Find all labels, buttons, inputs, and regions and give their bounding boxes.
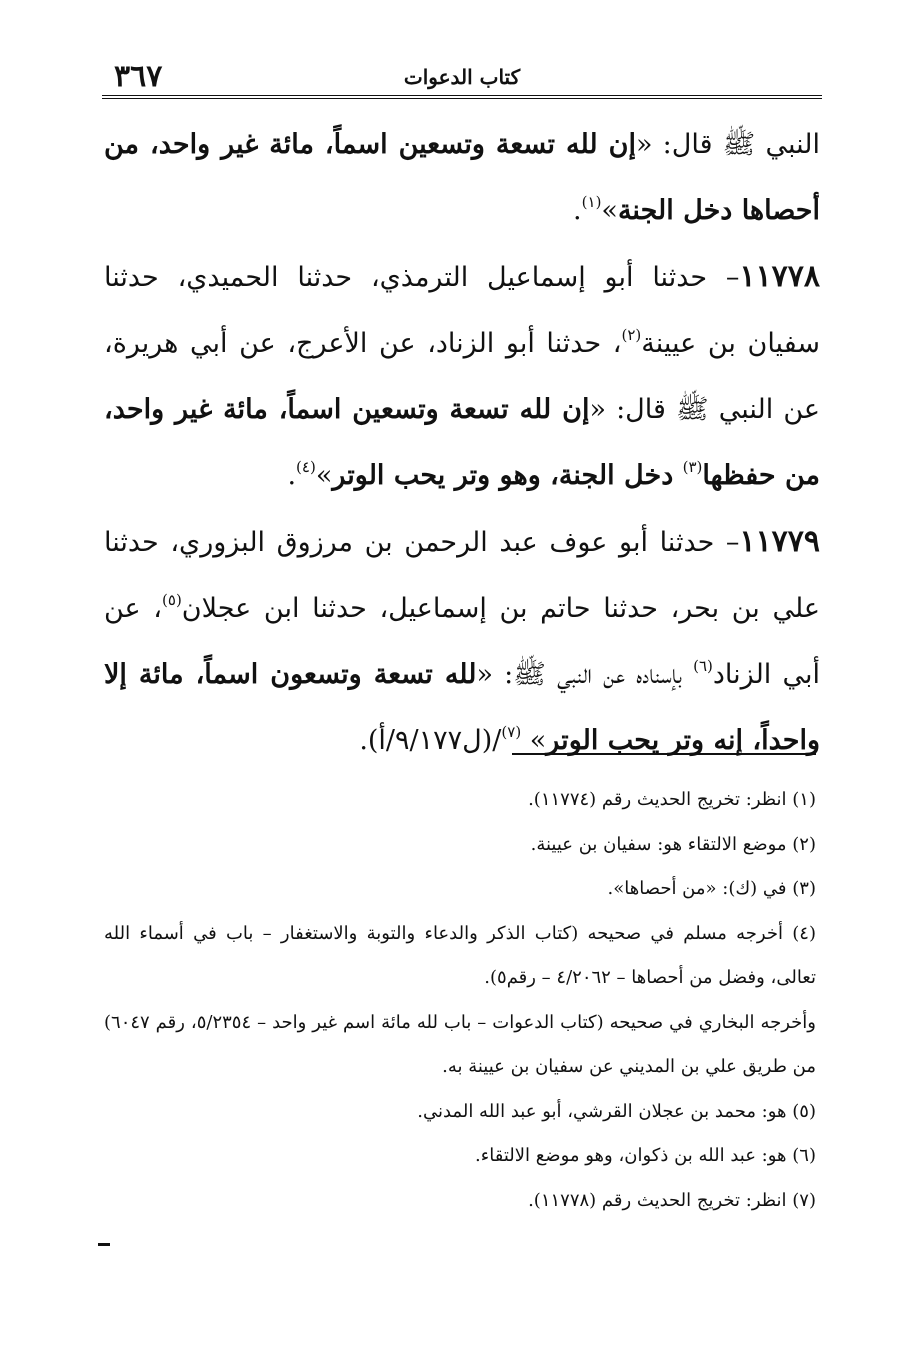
p1-tail: . — [573, 195, 582, 226]
footnotes — [104, 778, 816, 1223]
running-title: كتاب الدعوات — [403, 65, 521, 89]
p3-isnad-1: – حدثنا أبو عوف عبد الرحمن بن مرزوق البزوري، حدثنا علي بن بحر، حدثنا حاتم بن إسماعيل، حدثنا ابن عجلان — [104, 527, 820, 624]
p2-tail: . — [287, 460, 297, 491]
footnote-3: (٣) في (ك): «من أحصاها». — [607, 878, 816, 899]
main-text — [104, 112, 820, 774]
paragraph-1 — [104, 112, 820, 244]
footnote-ref-6: (٦) — [693, 657, 713, 675]
p3-tail: /(ل٩/١٧٧/أ). — [359, 725, 502, 756]
p1-close-quote: » — [601, 195, 618, 226]
paragraph-11778 — [104, 244, 820, 509]
footnote-ref-4: (٤) — [296, 458, 316, 476]
footnote-4: (٤) أخرجه مسلم في صحيحه (كتاب الذكر والدعاء والتوبة والاستغفار – باب في أسماء الله تعالى، وفضل من أحصاها – ٤/٢٠٦٢ – رقم٥). — [104, 922, 816, 988]
footnote-ref-7: (٧) — [501, 723, 522, 741]
p3-isnad-3: بإسناده عن النبي ﷺ: « — [476, 659, 694, 690]
footnote-2: (٢) موضع الالتقاء هو: سفيان بن عيينة. — [530, 833, 816, 855]
p1-hadith-text: إن لله تسعة وتسعين اسماً، مائة غير واحد، من أحصاها دخل الجنة — [104, 129, 820, 226]
page-number: ٣٦٧ — [114, 59, 163, 94]
p2-hadith-text-1: إن لله تسعة وتسعين اسماً، مائة غير واحد، من حفظها — [104, 394, 820, 491]
p2-isnad-1: – حدثنا أبو إسماعيل الترمذي، حدثنا الحميدي، حدثنا سفيان بن عيينة — [104, 262, 820, 359]
footnote-1: (١) انظر: تخريج الحديث رقم (١١٧٧٤). — [528, 789, 816, 810]
footnote-ref-5: (٥) — [162, 591, 182, 609]
p3-isnad-2: ، عن أبي الزناد — [104, 593, 821, 690]
hadith-number-11778: ١١٧٧٨ — [739, 259, 820, 294]
p2-hadith-text-2: دخل الجنة، وهو وتر يحب الوتر — [332, 460, 683, 491]
p2-close-quote: » — [315, 460, 333, 491]
footnote-ref-3: (٣) — [682, 458, 703, 476]
footnote-5: (٥) هو: محمد بن عجلان القرشي، أبو عبد الله المدني. — [417, 1100, 816, 1122]
header-rule — [102, 95, 822, 99]
footnote-7: (٧) انظر: تخريج الحديث رقم (١١٧٧٨). — [528, 1189, 816, 1211]
p1-lead: النبي ﷺ قال: « — [635, 129, 820, 160]
footnote-4-continuation: وأخرجه البخاري في صحيحه (كتاب الدعوات – باب لله مائة اسم غير واحد – ٥/٢٣٥٤، رقم ٦٠٤٧) من طريق علي بن المديني عن سفيان بن عيينة به. — [104, 1011, 817, 1077]
footnote-6: (٦) هو: عبد الله بن ذكوان، وهو موضع الالتقاء. — [475, 1145, 816, 1166]
footnote-separator — [512, 753, 816, 755]
footnote-ref-2: (٢) — [621, 326, 642, 344]
p3-close-quote: » — [521, 725, 547, 756]
p3-hadith-text: لله تسعة وتسعون اسماً، مائة إلا واحداً، إنه وتر يحب الوتر — [104, 659, 820, 756]
footnote-ref-1: (١) — [581, 193, 602, 211]
p2-isnad-2: ، حدثنا أبو الزناد، عن الأعرج، عن أبي هريرة، عن النبي ﷺ قال: « — [104, 328, 820, 425]
page-header — [102, 60, 822, 94]
hadith-number-11779: ١١٧٧٩ — [739, 524, 820, 559]
paragraph-11779 — [104, 509, 820, 774]
margin-mark — [98, 1243, 110, 1246]
